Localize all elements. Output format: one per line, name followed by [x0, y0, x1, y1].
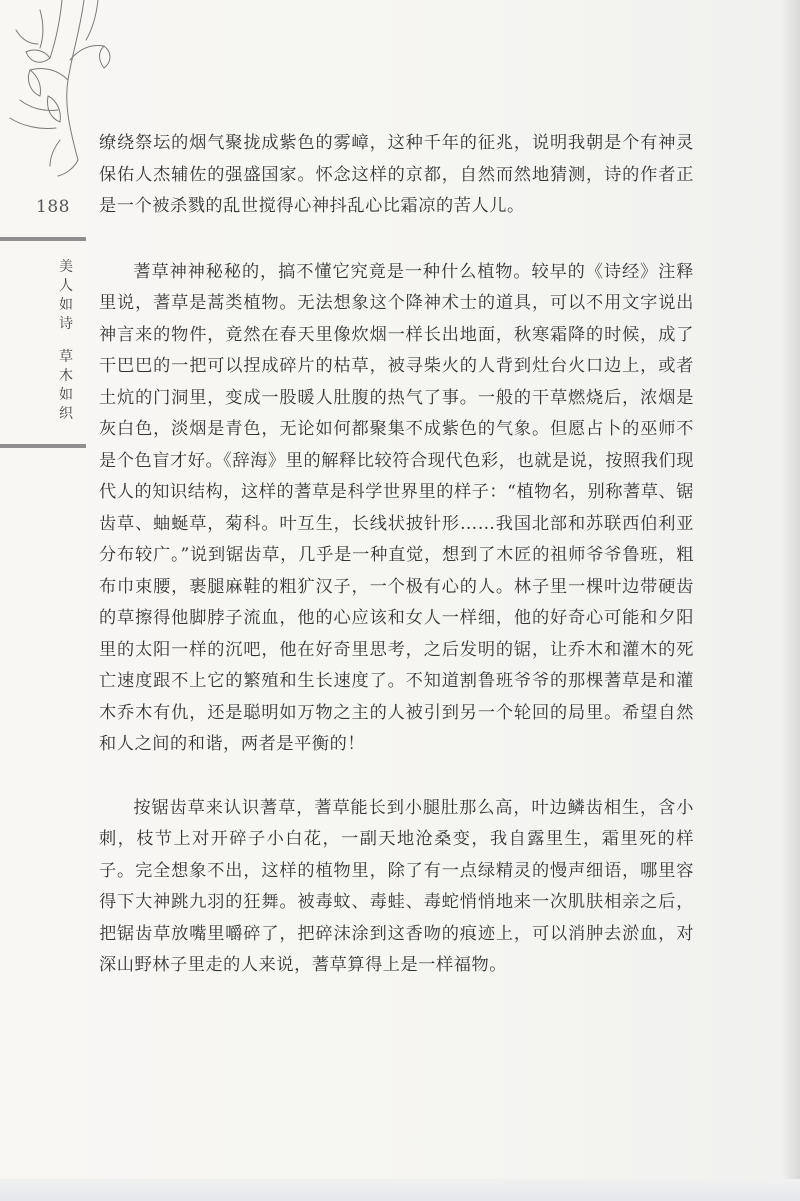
side-title-gap — [58, 334, 74, 348]
side-title-char: 木 — [59, 368, 73, 384]
side-title-char: 如 — [59, 387, 73, 403]
side-title-char: 诗 — [59, 316, 73, 332]
paragraph: 按锯齿草来认识蓍草，蓍草能长到小腿肚那么高，叶边鳞齿相生，含小刺，枝节上对开碎子小白花，一副天地沧桑变，我自露里生，霜里死的样子。完全想象不出，这样的植物里，除了有一点绿精灵的慢声细语，哪里容得下大神跳九羽的狂舞。被毒蚊、毒蛙、毒蛇悄悄地来一次肌肤相亲之后，把锯齿草放嘴里嚼碎了，把碎沫涂到这香吻的痕迹上，可以消肿去淤血，对深山野林子里走的人来说，蓍草算得上是一样福物。 — [99, 797, 694, 975]
side-title-char: 人 — [59, 278, 73, 294]
side-title-char: 如 — [59, 297, 73, 313]
bottom-scan-band — [0, 1179, 800, 1201]
paragraph: 缭绕祭坛的烟气聚拢成紫色的雾嶂，这种千年的征兆，说明我朝是个有神灵保佑人杰辅佐的强盛国家。怀念这样的京都，自然而然地猜测，诗的作者正是一个被杀戮的乱世搅得心神抖乱心比霜凉的苦人儿。 — [99, 133, 694, 216]
side-title-char: 织 — [59, 406, 73, 422]
side-running-title — [58, 258, 74, 424]
side-rule-top — [0, 237, 86, 241]
side-title-char: 美 — [59, 259, 73, 275]
body-text — [99, 128, 694, 982]
page-edge-shadow — [782, 0, 800, 1201]
side-rule-bottom — [0, 444, 86, 448]
side-title-char: 草 — [59, 349, 73, 365]
page-number: 188 — [36, 197, 70, 217]
paragraph: 蓍草神神秘秘的，搞不懂它究竟是一种什么植物。较早的《诗经》注释里说，蓍草是蒿类植物。无法想象这个降神术士的道具，可以不用文字说出神言来的物件，竟然在春天里像炊烟一样长出地面，秋寒霜降的时候，成了干巴巴的一把可以捏成碎片的枯草，被寻柴火的人背到灶台火口边上，或者土炕的门洞里，变成一股暖人肚腹的热气了事。一般的干草燃烧后，浓烟是灰白色，淡烟是青色，无论如何都聚集不成紫色的气象。但愿占卜的巫师不是个色盲才好。《辞海》里的解释比较符合现代色彩，也就是说，按照我们现代人的知识结构，这样的蓍草是科学世界里的样子：“植物名，别称蓍草、锯齿草、蚰蜒草，菊科。叶互生，长线状披针形……我国北部和苏联西伯利亚分布较广。”说到锯齿草，几乎是一种直觉，想到了木匠的祖师爷爷鲁班，粗布巾束腰，裹腿麻鞋的粗犷汉子，一个极有心的人。林子里一棵叶边带硬齿的草擦得他脚脖子流血，他的心应该和女人一样细，他的好奇心可能和夕阳里的太阳一样的沉吧，他在好奇里思考，之后发明的锯，让乔木和灌木的死亡速度跟不上它的繁殖和生长速度了。不知道割鲁班爷爷的那棵蓍草是和灌木乔木有仇，还是聪明如万物之主的人被引到另一个轮回的局里。希望自然和人之间的和谐，两者是平衡的！ — [99, 261, 694, 754]
